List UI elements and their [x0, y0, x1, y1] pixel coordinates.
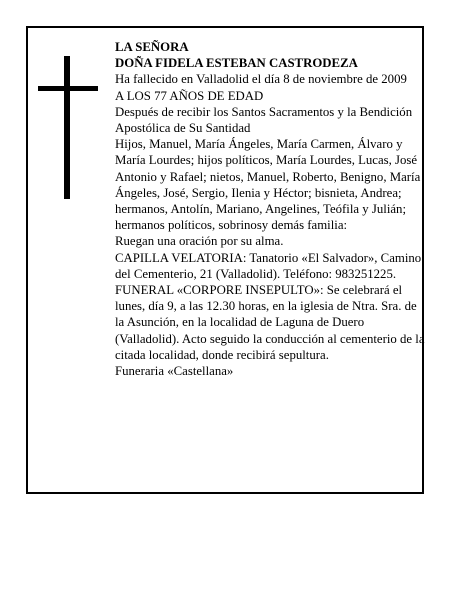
notice-text	[115, 39, 425, 379]
cross-horizontal-bar	[38, 86, 98, 91]
cross-icon	[38, 56, 98, 199]
obituary-notice	[26, 26, 424, 494]
death-info: Ha fallecido en Valladolid el día 8 de noviembre de 2009	[115, 72, 407, 87]
prayer-line: Ruegan una oración por su alma.	[115, 234, 284, 249]
funeral-home: Funeraria «Castellana»	[115, 364, 234, 379]
cross-vertical-bar	[64, 56, 70, 199]
funeral-info: FUNERAL «CORPORE INSEPULTO»: Se celebrará el lunes, día 9, a las 12.30 horas, en la iglesia de Ntra. Sra. de la Asunción, en la localidad de Laguna de Duero (Valladolid). Acto seguido la conducción al cementerio de la citada localidad, donde recibirá sepultura.	[115, 283, 425, 362]
notice-title: LA SEÑORA	[115, 40, 189, 54]
deceased-name: DOÑA FIDELA ESTEBAN CASTRODEZA	[115, 56, 358, 71]
family-list: Hijos, Manuel, María Ángeles, María Carmen, Álvaro y María Lourdes; hijos políticos, María Lourdes, Lucas, José Antonio y Rafael; nietos, Manuel, Roberto, Benigno, María Ángeles, José, Sergio, Ilenia y Héctor; bisnieta, Andrea; hermanos, Antolín, Mariano, Angelines, Teófila y Julián; hermanos políticos, sobrinosy demás familia:	[115, 137, 421, 233]
age-line: A LOS 77 AÑOS DE EDAD	[115, 88, 264, 103]
sacraments-line: Después de recibir los Santos Sacramentos y la Bendición Apostólica de Su Santidad	[115, 104, 413, 136]
chapel-info: CAPILLA VELATORIA: Tanatorio «El Salvador», Camino del Cementerio, 21 (Valladolid). Teléfono: 983251225.	[115, 250, 422, 281]
